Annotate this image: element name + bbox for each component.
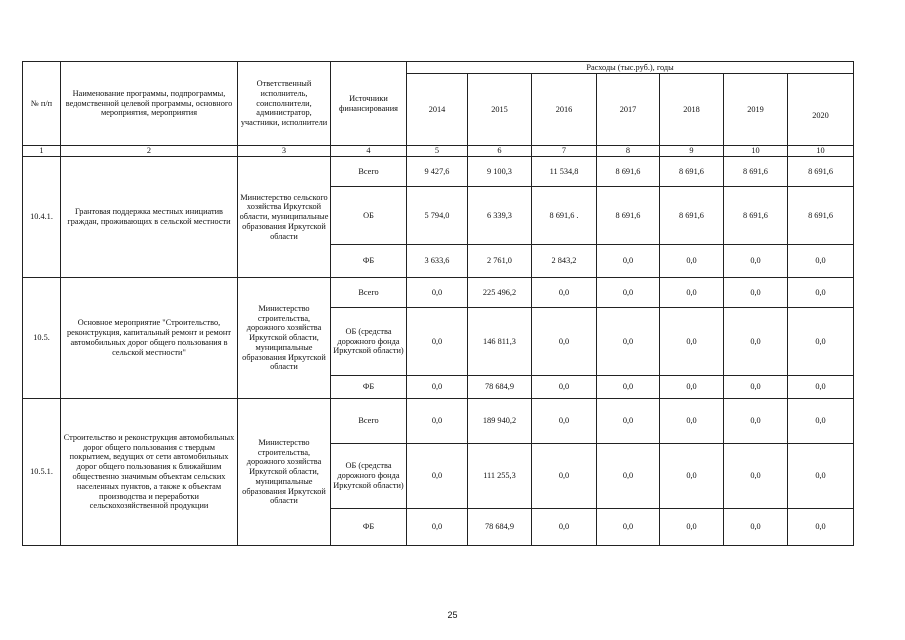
expense-value: 0,0	[532, 376, 597, 399]
expense-value: 0,0	[532, 444, 597, 509]
year-2019: 2019	[724, 74, 788, 146]
expense-value: 0,0	[724, 444, 788, 509]
expense-value: 225 496,2	[468, 278, 532, 308]
expense-value: 3 633,6	[407, 245, 468, 278]
expense-value: 0,0	[532, 509, 597, 546]
funding-source: ФБ	[331, 245, 407, 278]
item-name: Основное мероприятие "Строительство, реконструкция, капитальный ремонт и ремонт автомобильных дорог общего пользования в сельской местности"	[61, 278, 238, 399]
page-number: 25	[447, 610, 458, 620]
col-number: 3	[238, 146, 331, 157]
expense-value: 0,0	[724, 376, 788, 399]
expense-value: 0,0	[532, 308, 597, 376]
table-row	[23, 157, 854, 187]
expenses-table	[22, 61, 854, 546]
expense-value: 0,0	[660, 376, 724, 399]
expense-value: 8 691,6	[660, 157, 724, 187]
expense-value: 0,0	[660, 308, 724, 376]
expense-value: 0,0	[724, 308, 788, 376]
funding-source: ФБ	[331, 509, 407, 546]
expense-value: 0,0	[597, 245, 660, 278]
header-name: Наименование программы, подпрограммы, ведомственной целевой программы, основного мероприятия, мероприятия	[61, 62, 238, 146]
year-2016: 2016	[532, 74, 597, 146]
expense-value: 111 255,3	[468, 444, 532, 509]
expense-value: 8 691,6	[788, 187, 854, 245]
year-2015: 2015	[468, 74, 532, 146]
col-number: 10	[724, 146, 788, 157]
expense-value: 11 534,8	[532, 157, 597, 187]
col-number: 10	[788, 146, 854, 157]
expense-value: 2 761,0	[468, 245, 532, 278]
year-2018: 2018	[660, 74, 724, 146]
expense-value: 0,0	[597, 509, 660, 546]
col-number: 4	[331, 146, 407, 157]
responsible-executor: Министерство сельского хозяйства Иркутской области, муниципальные образования Иркутской области	[238, 157, 331, 278]
year-2017: 2017	[597, 74, 660, 146]
col-number: 6	[468, 146, 532, 157]
expense-value: 8 691,6	[724, 187, 788, 245]
table-row	[23, 399, 854, 444]
expense-value: 0,0	[660, 245, 724, 278]
expense-value: 0,0	[724, 278, 788, 308]
row-number: 10.5.	[23, 278, 61, 399]
expense-value: 9 427,6	[407, 157, 468, 187]
expense-value: 0,0	[407, 444, 468, 509]
expense-value: 8 691,6	[724, 157, 788, 187]
col-number: 8	[597, 146, 660, 157]
row-number: 10.5.1.	[23, 399, 61, 546]
expense-value: 78 684,9	[468, 376, 532, 399]
header-responsible: Ответственный исполнитель, соисполнители, администратор, участники, исполнители	[238, 62, 331, 146]
expense-value: 8 691,6 .	[532, 187, 597, 245]
expense-value: 0,0	[660, 399, 724, 444]
col-number: 7	[532, 146, 597, 157]
expense-value: 0,0	[597, 376, 660, 399]
expense-value: 0,0	[788, 399, 854, 444]
responsible-executor: Министерство строительства, дорожного хозяйства Иркутской области, муниципальные образования Иркутской области	[238, 278, 331, 399]
responsible-executor: Министерство строительства, дорожного хозяйства Иркутской области, муниципальные образования Иркутской области	[238, 399, 331, 546]
expense-value: 0,0	[788, 376, 854, 399]
expense-value: 5 794,0	[407, 187, 468, 245]
header-num: № п/п	[23, 62, 61, 146]
expense-value: 0,0	[660, 278, 724, 308]
col-number: 2	[61, 146, 238, 157]
header-row	[23, 62, 854, 74]
expense-value: 0,0	[724, 509, 788, 546]
year-2014: 2014	[407, 74, 468, 146]
expense-value: 0,0	[597, 444, 660, 509]
expense-value: 0,0	[724, 399, 788, 444]
column-number-row	[23, 146, 854, 157]
header-source: Источники финансирования	[331, 62, 407, 146]
expense-value: 0,0	[660, 509, 724, 546]
expense-value: 0,0	[724, 245, 788, 278]
expense-value: 78 684,9	[468, 509, 532, 546]
funding-source: ФБ	[331, 376, 407, 399]
expense-value: 8 691,6	[597, 157, 660, 187]
col-number: 9	[660, 146, 724, 157]
funding-source: ОБ	[331, 187, 407, 245]
item-name: Грантовая поддержка местных инициатив граждан, проживающих в сельской местности	[61, 157, 238, 278]
col-number: 5	[407, 146, 468, 157]
table-row	[23, 278, 854, 308]
expense-value: 2 843,2	[532, 245, 597, 278]
funding-source: Всего	[331, 157, 407, 187]
expense-value: 0,0	[788, 509, 854, 546]
expense-value: 9 100,3	[468, 157, 532, 187]
expense-value: 0,0	[407, 376, 468, 399]
expense-value: 0,0	[407, 509, 468, 546]
expense-value: 0,0	[532, 278, 597, 308]
expense-value: 0,0	[597, 399, 660, 444]
expense-value: 8 691,6	[660, 187, 724, 245]
item-name: Строительство и реконструкция автомобильных дорог общего пользования с твердым покрытием, ведущих от сети автомобильных дорог общего пользования к ближайшим общественно значимым объектам сельских населенных пунктов, а также к объектам производства и переработки сельскохозяйственной продукции	[61, 399, 238, 546]
funding-source: Всего	[331, 278, 407, 308]
expense-value: 0,0	[597, 278, 660, 308]
expense-value: 8 691,6	[788, 157, 854, 187]
expense-value: 8 691,6	[597, 187, 660, 245]
header-expenses: Расходы (тыс.руб.), годы	[407, 62, 854, 74]
expense-value: 0,0	[407, 278, 468, 308]
expense-value: 0,0	[788, 308, 854, 376]
expense-value: 189 940,2	[468, 399, 532, 444]
row-number: 10.4.1.	[23, 157, 61, 278]
funding-source: ОБ (средства дорожного фонда Иркутской области)	[331, 444, 407, 509]
expense-value: 0,0	[788, 444, 854, 509]
funding-source: ОБ (средства дорожного фонда Иркутской области)	[331, 308, 407, 376]
expense-value: 6 339,3	[468, 187, 532, 245]
funding-source: Всего	[331, 399, 407, 444]
expense-value: 0,0	[597, 308, 660, 376]
year-2020: 2020	[788, 74, 854, 146]
expense-value: 0,0	[788, 245, 854, 278]
expense-value: 146 811,3	[468, 308, 532, 376]
col-number: 1	[23, 146, 61, 157]
expense-value: 0,0	[660, 444, 724, 509]
expense-value: 0,0	[788, 278, 854, 308]
expense-value: 0,0	[407, 399, 468, 444]
expense-value: 0,0	[532, 399, 597, 444]
expense-value: 0,0	[407, 308, 468, 376]
